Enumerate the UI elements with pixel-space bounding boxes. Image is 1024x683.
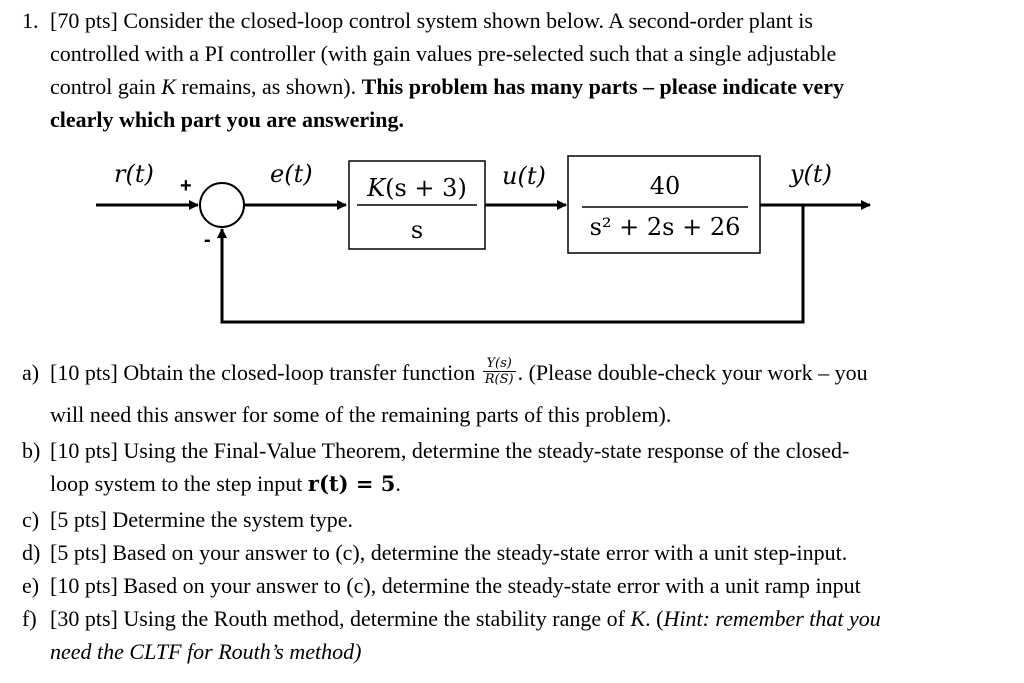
part-c-text: [5 pts] Determine the system type. [50, 507, 354, 532]
plant-denominator: s² + 2s + 26 [589, 213, 741, 241]
step-input-expression: r(t) = 5 [307, 471, 396, 496]
part-e [22, 569, 1017, 602]
part-b-text-2: loop system to the step input [50, 471, 308, 496]
part-c [22, 503, 1017, 536]
minus-sign: - [204, 229, 211, 251]
control-signal-label: u(t) [502, 162, 546, 190]
part-f [22, 602, 1017, 668]
part-b-line-2 [50, 467, 1017, 500]
part-d [22, 536, 1017, 569]
part-a [22, 356, 1017, 431]
part-f-line-1 [50, 602, 1017, 635]
part-f-text-2: . ( [645, 606, 664, 631]
part-e-label: e) [22, 573, 40, 598]
part-f-hint-2: need the CLTF for Routh’s method) [50, 639, 362, 664]
summing-junction [200, 183, 244, 227]
intro-line-3 [50, 70, 1012, 103]
intro-line-1: [70 pts] Consider the closed-loop control system shown below. A second-order plant is [50, 8, 813, 33]
fraction-denominator: R(S) [484, 372, 514, 388]
part-b [22, 434, 1017, 500]
block-diagram [0, 150, 1024, 330]
part-a-label: a) [22, 360, 40, 385]
controller-denominator: s [410, 216, 424, 244]
part-f-hint-1: Hint: remember that you [663, 606, 881, 631]
intro-bold-text-1: This problem has many parts – please indicate very [361, 74, 845, 99]
part-a-line-1 [50, 356, 1017, 390]
part-b-label: b) [22, 438, 41, 463]
intro-bold-text-2: clearly which part you are answering. [50, 107, 405, 132]
intro-line-2: controlled with a PI controller (with gain values pre-selected such that a single adjustable [50, 41, 837, 66]
part-f-label: f) [22, 606, 37, 631]
problem-intro [22, 4, 1012, 136]
intro-line-4 [50, 103, 1012, 136]
part-f-text-1: [30 pts] Using the Routh method, determine the stability range of [50, 606, 631, 631]
error-signal-label: e(t) [270, 160, 313, 188]
part-a-text-3: will need this answer for some of the remaining parts of this problem). [50, 402, 672, 428]
intro-line-3-mid: remains, as shown). [175, 74, 362, 99]
plant-numerator: 40 [649, 172, 681, 200]
fraction-numerator: Y(s) [483, 356, 516, 372]
part-b-text-3: . [395, 471, 401, 496]
part-e-text: [10 pts] Based on your answer to (c), determine the steady-state error with a unit ramp input [50, 573, 861, 598]
controller-numerator [357, 174, 477, 202]
part-d-text: [5 pts] Based on your answer to (c), determine the steady-state error with a unit step-input. [50, 540, 848, 565]
intro-line-3-start: control gain [50, 74, 162, 99]
gain-k-symbol: K [161, 74, 176, 99]
plus-sign: + [180, 175, 192, 197]
part-a-text-1: [10 pts] Obtain the closed-loop transfer function [50, 360, 481, 385]
controller-gain-k: K [367, 174, 386, 202]
part-a-text-2: . (Please double-check your work – you [517, 360, 868, 385]
part-d-label: d) [22, 540, 41, 565]
part-c-label: c) [22, 507, 40, 532]
input-signal-label: r(t) [114, 160, 154, 188]
part-f-k-symbol: K [630, 606, 646, 631]
transfer-function-fraction [483, 356, 516, 387]
part-b-text-1: [10 pts] Using the Final-Value Theorem, determine the steady-state response of the closed- [50, 438, 850, 463]
controller-numerator-rest: (s + 3) [385, 174, 467, 202]
problem-number: 1. [22, 8, 39, 33]
output-signal-label: y(t) [790, 160, 832, 188]
